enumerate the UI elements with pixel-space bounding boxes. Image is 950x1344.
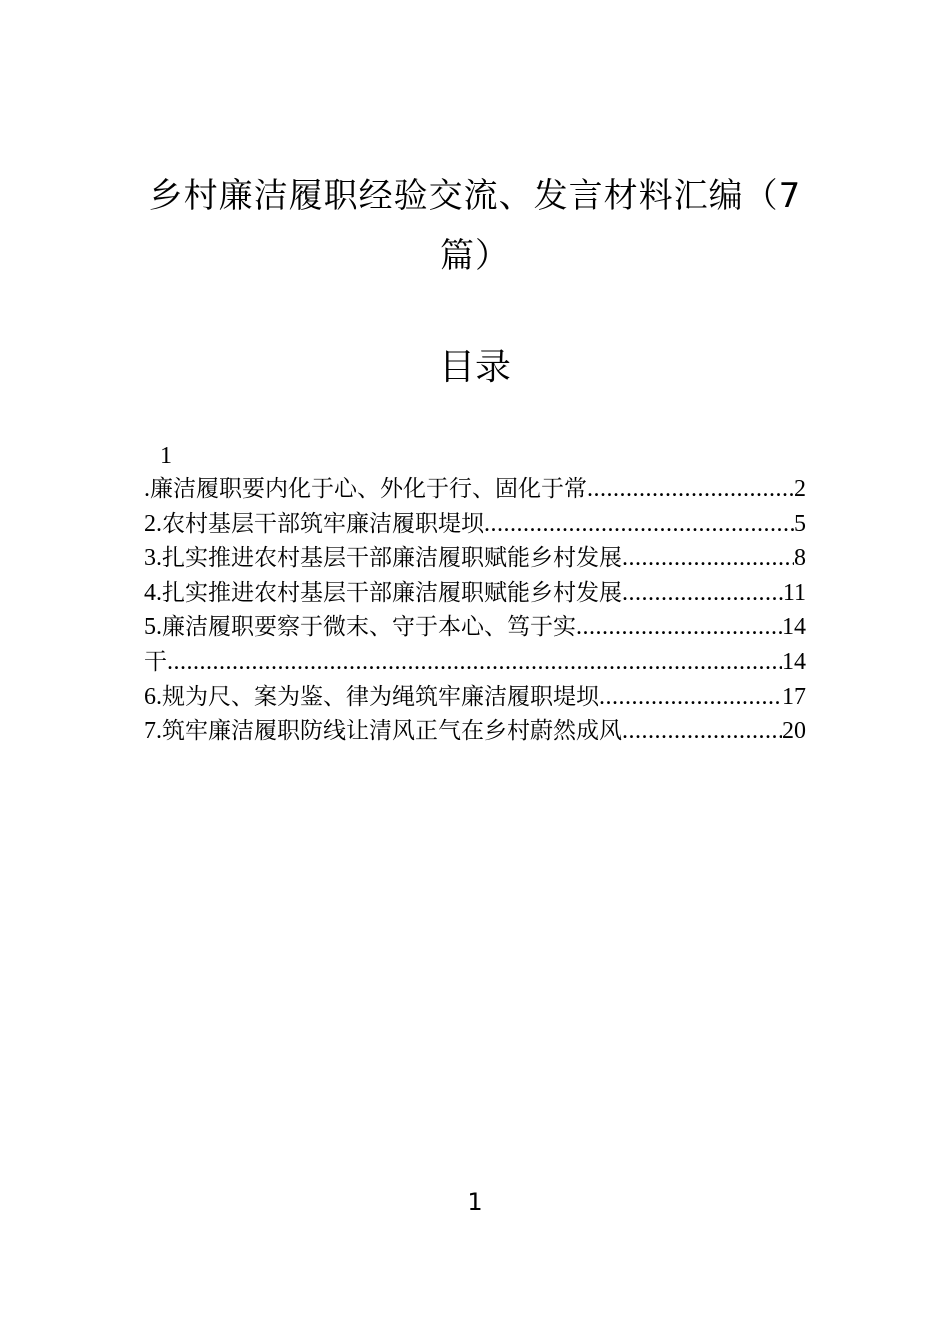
toc-entry-page: 8 [794,545,806,572]
toc-entry-title: 廉洁履职要察于微末、守于本心、笃于实 [162,614,576,641]
toc-entry-prefix: . [144,476,150,502]
toc-leader-dots [622,541,794,576]
toc-entry[interactable] [144,714,806,749]
toc-entry[interactable] [144,576,806,611]
toc-entry-page: 14 [782,648,806,675]
toc-leader-dots [622,576,783,611]
toc-entry[interactable] [144,645,806,680]
toc-entry-title: 干 [144,648,167,675]
toc-entry-page: 5 [794,510,806,537]
toc-entry[interactable] [144,472,806,507]
toc-entry-title: 规为尺、案为鉴、律为绳筑牢廉洁履职堤坝 [162,683,599,710]
toc-leader-dots [167,645,782,680]
table-of-contents [144,440,806,749]
toc-entry-page: 20 [782,718,806,745]
toc-entry-prefix: 7. [144,718,162,745]
toc-entry-page: 11 [782,579,806,606]
toc-entry-page: 14 [782,614,806,641]
toc-entry-title: 筑牢廉洁履职防线让清风正气在乡村蔚然成风 [162,718,622,745]
toc-entry-title: 扎实推进农村基层干部廉洁履职赋能乡村发展 [162,579,622,606]
toc-entry-prefix: 4. [144,579,162,606]
toc-entry-page: 17 [782,683,806,710]
toc-entry-title: 扎实推进农村基层干部廉洁履职赋能乡村发展 [162,545,622,572]
toc-entry-title: 廉洁履职要内化于心、外化于行、固化于常 [150,476,587,502]
page-number: 1 [467,1188,483,1216]
toc-leader-dots [576,610,782,645]
toc-entry-prefix: 2. [144,510,162,537]
toc-leader-dots [484,507,794,542]
toc-leader-dots [599,680,782,715]
toc-entry[interactable] [144,507,806,542]
toc-heading: 目录 [438,347,511,388]
toc-leader-dots [622,714,782,749]
toc-entry-title: 农村基层干部筑牢廉洁履职堤坝 [162,510,484,537]
toc-entry[interactable] [144,610,806,645]
toc-entry[interactable] [144,541,806,576]
toc-entry-prefix: 5. [144,614,162,641]
document-title: 乡村廉洁履职经验交流、发言材料汇编（7篇） [148,176,802,276]
toc-entry-prefix: 3. [144,545,162,572]
toc-entry-prefix: 6. [144,683,162,710]
toc-entry[interactable] [144,680,806,715]
toc-orphan-number: 1 [160,443,172,469]
toc-entry-page: 2 [794,476,806,502]
toc-leader-dots [587,472,794,507]
